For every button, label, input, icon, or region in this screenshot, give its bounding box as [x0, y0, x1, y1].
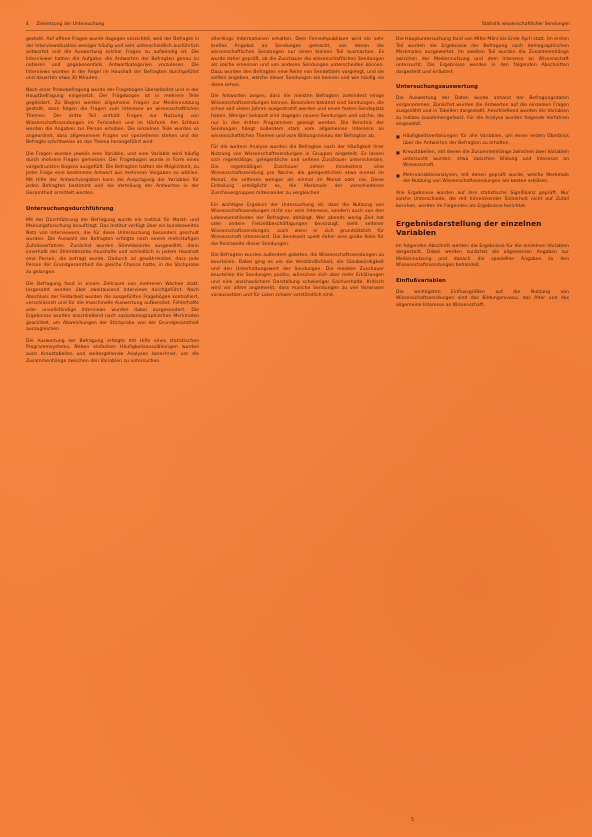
paragraph: Die Auswertung der Befragung erfolgte mit Hilfe eines statistischen Programmsystems. Neben einfachen Häufigkeitsauszählungen wurden auch Kreuztabellen und weitergehende Analysen berechnet, um die Zusammenhänge zwischen den Variablen zu untersuchen.: [26, 338, 199, 364]
paragraph: Im folgenden Abschnitt werden die Ergebnisse für die einzelnen Variablen dargestellt. Dabei werden zunächst die allgemeinen Angaben zur Mediennutzung und danach die speziellen Angaben zu den Wissenschaftssendungen behandelt.: [396, 243, 569, 269]
header-right-title: Statistik wissenschaftlicher Sendungen: [482, 22, 570, 27]
section-heading: Einflußvariablen: [396, 277, 446, 284]
paragraph: Die Befragung fand in einem Zeitraum von mehreren Wochen statt. Insgesamt wurden über zweitausend Interviews durchgeführt. Nach Abschluss der Feldarbeit wurden die ausgefüllten Fragebögen kontrolliert, verschlüsselt und für die maschinelle Auswertung aufbereitet. Fehlerhafte oder unvollständige Interviews wurden dabei ausgesondert. Die Ergebnisse wurden anschließend nach soziodemographischen Merkmalen gewichtet, um Abweichungen der Stichprobe von der Grundgesamtheit auszugleichen.: [26, 281, 199, 333]
header-left: [26, 22, 104, 28]
paragraph: Alle Ergebnisse wurden auf ihre statistische Signifikanz geprüft. Nur solche Unterschiede, die mit hinreichender Sicherheit nicht auf Zufall beruhen, werden im Folgenden als Ergebnisse berichtet.: [396, 190, 569, 209]
paragraph: Für die weitere Analyse wurden die Befragten nach der Häufigkeit ihrer Nutzung von Wissenschaftssendungen in Gruppen eingeteilt. Es lassen sich regelmäßige, gelegentliche und seltene Zuschauer unterscheiden. Die regelmäßigen Zuschauer sehen mindestens eine Wissenschaftssendung pro Woche, die gelegentlichen etwa einmal im Monat, die seltenen weniger als einmal im Monat oder nie. Diese Einteilung ermöglicht es, die Merkmale der verschiedenen Zuschauergruppen miteinander zu vergleichen.: [211, 145, 384, 197]
page-header: [26, 22, 570, 31]
list-item: ■ Kreuztabellen, mit denen die Zusammenhänge zwischen zwei Variablen untersucht wurden, etwa zwischen Bildung und Interesse an Wissenschaft.: [403, 150, 569, 170]
text-columns: [26, 37, 570, 370]
list-item: ■ Mehrvariablenanalysen, mit denen geprüft wurde, welche Merkmale die Nutzung von Wissenschaftssendungen am besten erklären.: [403, 173, 569, 186]
paragraph: Die Hauptuntersuchung fand von Mitte März bis Ende April statt. Im ersten Teil wurden die Ergebnisse der Befragung nach demographischen Merkmalen ausgewertet. Im zweiten Teil wurden die Zusammenhänge zwischen der Mediennutzung und dem Interesse an Wissenschaft untersucht. Die Ergebnisse werden in den folgenden Abschnitten dargestellt und erläutert.: [396, 37, 569, 75]
header-left-title: Zielsetzung der Untersuchung: [36, 22, 105, 27]
paragraph: Die Antworten zeigen, dass die meisten Befragten zumindest einige Wissenschaftssendungen kennen. Besonders bekannt sind Sendungen, die schon seit vielen Jahren ausgestrahlt werden und einen festen Sendeplatz haben. Weniger bekannt sind dagegen neuere Sendungen und solche, die nur in den dritten Programmen gezeigt werden. Die Kenntnis der Sendungen hängt außerdem stark vom allgemeinen Interesse an wissenschaftlichen Themen und vom Bildungsniveau der Befragten ab.: [211, 94, 384, 139]
paragraph: Mit der Durchführung der Befragung wurde ein Institut für Markt- und Meinungsforschung beauftragt. Das Institut verfügt über ein bundesweites Netz von Interviewern, die für diese Untersuchung besonders geschult wurden. Die Auswahl der Befragten erfolgte nach einem mehrstufigen Zufallsverfahren. Zunächst wurden Stimmbezirke ausgewählt, dann innerhalb der Stimmbezirke Haushalte und schließlich in jedem Haushalt eine Person, die befragt wurde. Dadurch ist gewährleistet, dass jede Person der Grundgesamtheit die gleiche Chance hatte, in die Stichprobe zu gelangen.: [26, 217, 199, 275]
column-1: [26, 37, 199, 370]
paragraph: Nach einer Probebefragung wurde der Fragebogen überarbeitet und in der Hauptbefragung eingesetzt. Der Fragebogen ist in mehrere Teile gegliedert. Zu Beginn werden allgemeine Fragen zur Mediennutzung gestellt, dann folgen die Fragen zum Interesse an wissenschaftlichen Themen. Der dritte Teil enthält Fragen zur Nutzung von Wissenschaftssendungen im Fernsehen und im Hörfunk. Am Schluss werden die Angaben zur Person erhoben. Die einzelnen Teile wurden so angeordnet, dass allgemeinere Fragen vor spezielleren stehen und der Befragte schrittweise an das Thema herangeführt wird.: [26, 87, 199, 146]
paragraph: Die wichtigsten Einflussgrößen auf die Nutzung von Wissenschaftssendungen sind das Bildungsniveau, das Alter und das allgemeine Interesse an Wissenschaft.: [396, 289, 569, 308]
section-heading: Untersuchungsauswertung: [396, 84, 478, 91]
paragraph: Die Auswertung der Daten wurde anhand der Befragungsdaten vorgenommen. Zunächst wurden die Antworten auf die einzelnen Fragen ausgezählt und in Tabellen dargestellt. Anschließend wurden die Variablen zu Indizes zusammengefasst. Für die Analyse wurden folgende Verfahren eingesetzt:: [396, 96, 569, 128]
paragraph: gestellt. Auf offene Fragen wurde dagegen verzichtet, weil der Befragte in der Interviewsituation weniger häufig und sehr unterschiedlich ausführlich antwortet und die Auswertung solcher Fragen zu aufwendig ist. Die Interviewer hatten die Aufgabe, die Antworten der Befragten genau zu notieren und gegebenenfalls Antwortkategorien vorzulesen. Die Interviews wurden in der Regel im Haushalt der Befragten durchgeführt und dauerten etwa 30 Minuten.: [26, 37, 199, 82]
paragraph: Die Befragten wurden außerdem gebeten, die Wissenschaftssendungen zu beurteilen. Dabei ging es um die Verständlichkeit, die Glaubwürdigkeit und den Unterhaltungswert der Sendungen. Die meisten Zuschauer beurteilen die Sendungen positiv, wünschen sich aber mehr Erklärungen und eine anschaulichere Darstellung schwieriger Sachverhalte. Kritisch wird vor allem angemerkt, dass manche Sendungen zu viel Vorwissen voraussetzen und für Laien schwer verständlich sind.: [211, 253, 384, 298]
column-2: [211, 37, 384, 370]
paragraph: allerdings Informationen erhalten. Dem Fernsehpublikum wird ein sehr breites Angebot an Sendungen gemacht, von denen die wissenschaftlichen Sendungen nur einen kleinen Teil ausmachen. Es wurde daher geprüft, ob die Zuschauer die wissenschaftlichen Sendungen als solche erkennen und von anderen Sendungen unterscheiden können. Dazu wurden den Befragten eine Reihe von Sendetiteln vorgelegt, und sie sollten angeben, welche dieser Sendungen sie kennen und wie häufig sie diese sehen.: [211, 37, 384, 88]
section-heading: Untersuchungsdurchführung: [26, 205, 114, 212]
header-page-number: 4: [26, 22, 29, 27]
section-heading: Ergebnisdarstellung der einzelnen Variablen: [396, 219, 542, 238]
bullet-list: [396, 134, 569, 186]
footer-page-number: 5: [411, 818, 414, 823]
paragraph: Ein wichtiges Ergebnis der Untersuchung ist, dass die Nutzung von Wissenschaftssendungen nicht nur vom Interesse, sondern auch von den Lebensumständen der Befragten abhängt. Wer abends wenig Zeit hat oder andere Freizeitbeschäftigungen bevorzugt, sieht seltener Wissenschaftssendungen, auch wenn er sich grundsätzlich für Wissenschaft interessiert. Die Sendezeit spielt daher eine große Rolle für die Reichweite dieser Sendungen.: [211, 202, 384, 247]
column-3: [396, 37, 569, 370]
list-item: ■ Häufigkeitsverteilungen für alle Variablen, um einen ersten Überblick über die Antworten der Befragten zu erhalten.: [403, 134, 569, 147]
paragraph: Die Fragen wurden jeweils eine Variable, und eine Variable wird häufig durch mehrere Fragen gemessen. Der Fragebogen wurde in Form eines vorgedruckten Bogens ausgefüllt. Die Befragten hatten die Möglichkeit, zu jeder Frage eine bestimmte Antwort aus mehreren Vorgaben zu wählen. Mit Hilfe der Antwortvorgaben kann die Ausprägung der Variablen für jeden Befragten bestimmt und die Verteilung der Antworten in der Gesamtheit ermittelt werden.: [26, 151, 199, 197]
